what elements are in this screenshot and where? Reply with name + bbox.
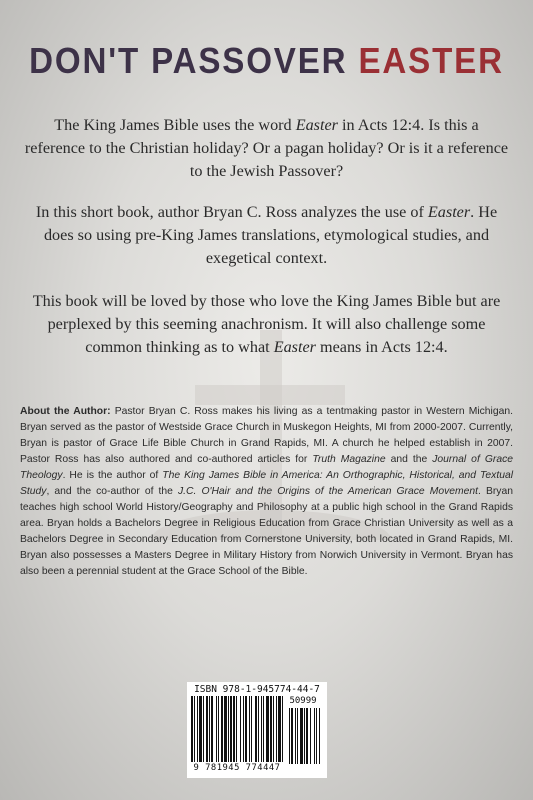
blurb-text: means in Acts 12:4.: [315, 338, 448, 356]
addon-number: 50999: [289, 696, 317, 706]
author-italic: Truth Magazine: [312, 454, 386, 465]
author-text: . He is the author of: [62, 470, 163, 481]
barcode-bar: [266, 696, 269, 762]
barcode-bar: [273, 696, 274, 762]
barcode-bar: [263, 696, 264, 762]
addon-bar: [300, 708, 303, 764]
barcode-bar: [224, 696, 227, 762]
blurb-text: The King James Bible uses the word: [54, 116, 296, 134]
author-text: , and the co-author of the: [46, 486, 178, 497]
barcode-bar: [255, 696, 257, 762]
barcode-bar: [206, 696, 208, 762]
addon-bar: [319, 708, 320, 764]
addon-bar: [316, 708, 317, 764]
blurb-italic-word: Easter: [427, 203, 471, 221]
barcode-bar: [270, 696, 272, 762]
barcode-bar: [278, 696, 281, 762]
barcode-bar: [240, 696, 241, 762]
addon-bar: [304, 708, 305, 764]
author-text: Pastor Bryan C. Ross makes his living as a tentmaking pastor in Western Michigan. Bryan served as the pastor of Westside Grace Church in Muskegon Heights, MI from 2000-2007. Currently, Bryan is pastor of Grace Life Bible Church in Grand Rapids, MI. A church he helped establish in 2007. Pastor Ross has also authored and co-authored articles for: [20, 406, 513, 465]
barcode-bar: [258, 696, 259, 762]
blurb-italic-word: Easter: [273, 338, 316, 356]
addon-bar: [289, 708, 290, 764]
author-label: About the Author:: [20, 406, 111, 417]
about-the-author: [20, 404, 513, 580]
barcode-bar: [228, 696, 229, 762]
blurb-text: in Acts 12:4. Is this a reference to the Christian holiday? Or a pagan holiday? Or is it a reference to the Jewish Passover?: [24, 116, 509, 180]
title-part-2: EASTER: [358, 40, 504, 81]
author-italic: Journal of Grace Theology: [20, 454, 513, 481]
barcode-bar: [243, 696, 244, 762]
barcode-bar: [221, 696, 223, 762]
barcode-bar: [216, 696, 217, 762]
barcode-bar: [194, 696, 195, 762]
barcode-bar: [230, 696, 232, 762]
blurb-text: In this short book, author Bryan C. Ross analyzes the use of: [35, 203, 428, 221]
barcode-bar: [197, 696, 198, 762]
author-text: and the: [385, 454, 433, 465]
barcode-digits: 9 781945 774447: [193, 763, 281, 773]
barcode-bar: [251, 696, 252, 762]
barcode-bar: [199, 696, 202, 762]
blurb-paragraph-1: [24, 114, 509, 183]
barcode-bar: [236, 696, 237, 762]
addon-bar: [295, 708, 296, 764]
title-part-1: DON'T PASSOVER: [29, 40, 359, 81]
addon-bar: [314, 708, 315, 764]
blurb-text: . He does so using pre-King James translations, etymological studies, and exegetical context.: [43, 203, 498, 267]
barcode-bar: [245, 696, 247, 762]
barcode-bar: [276, 696, 277, 762]
barcode-bar: [218, 696, 219, 762]
book-title: [21, 40, 511, 82]
blurb-paragraph-3: [24, 290, 509, 359]
barcode-bar: [261, 696, 262, 762]
addon-bar: [291, 708, 293, 764]
isbn-barcode: [187, 682, 327, 778]
barcode-bar: [203, 696, 204, 762]
addon-bar: [297, 708, 298, 764]
barcode-bar: [249, 696, 250, 762]
author-italic: The King James Bible in America: An Orthographic, Historical, and Textual Study: [20, 470, 513, 497]
author-italic: J.C. O'Hair and the Origins of the American Grace Movement: [178, 486, 479, 497]
author-text: . Bryan teaches high school World History/Geography and Philosophy at a public high school in the Grand Rapids area. Bryan holds a Bachelors Degree in Religious Education from Grace Christian University as well as a Bachelors Degree in Secondary Education from Cornerstone University, both located in Grand Rapids, MI. Bryan also possesses a Masters Degree in Military History from Norwich University in Vermont. Bryan has also been a perennial student at the Grace School of the Bible.: [20, 486, 513, 577]
blurb-italic-word: Easter: [295, 116, 338, 134]
addon-bar: [310, 708, 311, 764]
barcode-bar: [233, 696, 235, 762]
barcode-bar: [209, 696, 210, 762]
isbn-label: ISBN 978-1-945774-44-7: [194, 684, 320, 695]
addon-bar: [306, 708, 308, 764]
barcode-bars: [191, 696, 323, 764]
barcode-bar: [211, 696, 213, 762]
barcode-bar: [191, 696, 193, 762]
blurb-text: This book will be loved by those who love the King James Bible but are perplexed by this seeming anachronism. It will also challenge some common thinking as to what: [32, 292, 501, 356]
blurb-paragraph-2: [24, 201, 509, 270]
